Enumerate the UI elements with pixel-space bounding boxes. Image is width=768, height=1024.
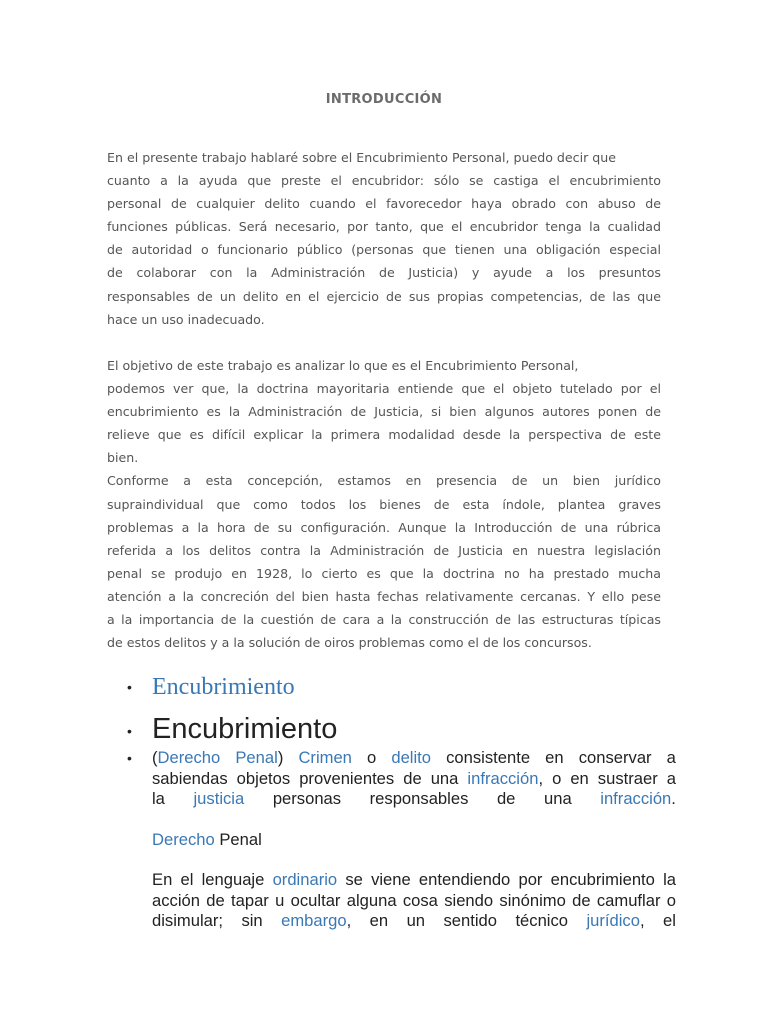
page-title: INTRODUCCIÓN — [325, 92, 443, 107]
link-crimen[interactable]: Crimen — [298, 748, 352, 767]
paragraph-line: relieve que es difícil explicar la primera modalidad desde la perspectiva de este — [107, 427, 661, 443]
link-penal[interactable]: Penal — [235, 748, 278, 767]
link-derecho-subheading[interactable]: Derecho — [152, 829, 215, 849]
link-juridico[interactable]: jurídico — [586, 911, 640, 930]
link-derecho[interactable]: Derecho — [157, 748, 221, 767]
paragraph-line: En el presente trabajo hablaré sobre el Encubrimiento Personal, puedo decir que — [107, 150, 616, 165]
paragraph-line: hace un uso inadecuado. — [107, 311, 265, 327]
bullet-encubrimiento-link[interactable] — [127, 668, 676, 706]
paragraph-line: El objetivo de este trabajo es analizar lo que es el Encubrimiento Personal, — [107, 358, 579, 373]
link-justicia[interactable]: justicia — [193, 789, 245, 808]
link-infraccion-2[interactable]: infracción — [600, 789, 672, 808]
paragraph-line: atención a la concreción del bien hasta fechas relativamente cercanas. Y ello pese — [107, 588, 661, 604]
paragraph-line: bien. — [107, 450, 139, 466]
paragraph-line: de estos delitos y a la solución de oiros problemas como el de los concursos. — [107, 635, 592, 651]
body-line-1: En el lenguaje ordinario se viene entendiendo por encubrimiento la — [152, 870, 676, 889]
paragraph-line: supraindividual que como todos los bienes de esta índole, plantea graves — [107, 496, 661, 512]
bullet-icon: • — [127, 723, 132, 739]
paragraph-line: de colaborar con la Administración de Justicia) y ayude a los presuntos — [107, 265, 661, 281]
link-ordinario[interactable]: ordinario — [272, 870, 338, 889]
intro-paragraph-2 — [107, 354, 661, 654]
paragraph-line: a la importancia de la cuestión de cara a la construcción de las estructuras típicas — [107, 612, 661, 628]
paragraph-line: problemas a la hora de su configuración. Aunque la Introducción de una rúbrica — [107, 519, 661, 535]
article-heading: Encubrimiento — [152, 713, 338, 745]
link-delito[interactable]: delito — [391, 748, 432, 767]
body-line-2: acción de tapar u ocultar alguna cosa siendo sinónimo de camuflar o — [152, 890, 676, 910]
link-embargo[interactable]: embargo — [281, 911, 347, 930]
bullet-icon: • — [127, 679, 132, 695]
paragraph-line: personal de cualquier delito cuando el favorecedor haya obrado con abuso de — [107, 196, 661, 212]
bullet-encubrimiento-heading — [127, 710, 676, 748]
paragraph-line: referida a los delitos contra la Administración de Justicia en nuestra legislación — [107, 542, 661, 558]
bullet-definition — [127, 748, 676, 932]
paragraph-line: responsables de un delito en el ejercicio de sus propias competencias, de las que — [107, 288, 661, 304]
paragraph-line: de autoridad o funcionario público (personas que tienen una obligación especial — [107, 242, 661, 258]
subheading-derecho-penal: Derecho Penal — [152, 829, 262, 849]
definition-line-2: sabiendas objetos provenientes de una infracción, o en sustraer a — [152, 768, 676, 788]
link-infraccion-1[interactable]: infracción — [467, 768, 539, 788]
encubrimiento-link[interactable]: Encubrimiento — [152, 674, 295, 700]
paragraph-line: penal se produjo en 1928, lo cierto es que la doctrina no ha prestado mucha — [107, 565, 661, 581]
paragraph-line: encubrimiento es la Administración de Justicia, si bien algunos autores ponen de — [107, 404, 661, 420]
intro-paragraph-1 — [107, 146, 661, 331]
article-excerpt — [127, 668, 676, 932]
paragraph-line: Conforme a esta concepción, estamos en presencia de un bien jurídico — [107, 473, 661, 489]
definition-line-1: (Derecho Penal) Crimen o delito consistente en conservar a — [152, 748, 676, 767]
paragraph-line: cuanto a la ayuda que preste el encubridor: sólo se castiga el encubrimiento — [107, 173, 661, 189]
definition-line-3: la justicia personas responsables de una infracción. — [152, 789, 676, 808]
bullet-icon: • — [127, 750, 132, 766]
body-line-3: disimular; sin embargo, en un sentido técnico jurídico, el — [152, 911, 676, 930]
paragraph-line: podemos ver que, la doctrina mayoritaria entiende que el objeto tutelado por el — [107, 381, 661, 397]
paragraph-line: funciones públicas. Será necesario, por tanto, que el encubridor tenga la cualidad — [107, 219, 661, 235]
